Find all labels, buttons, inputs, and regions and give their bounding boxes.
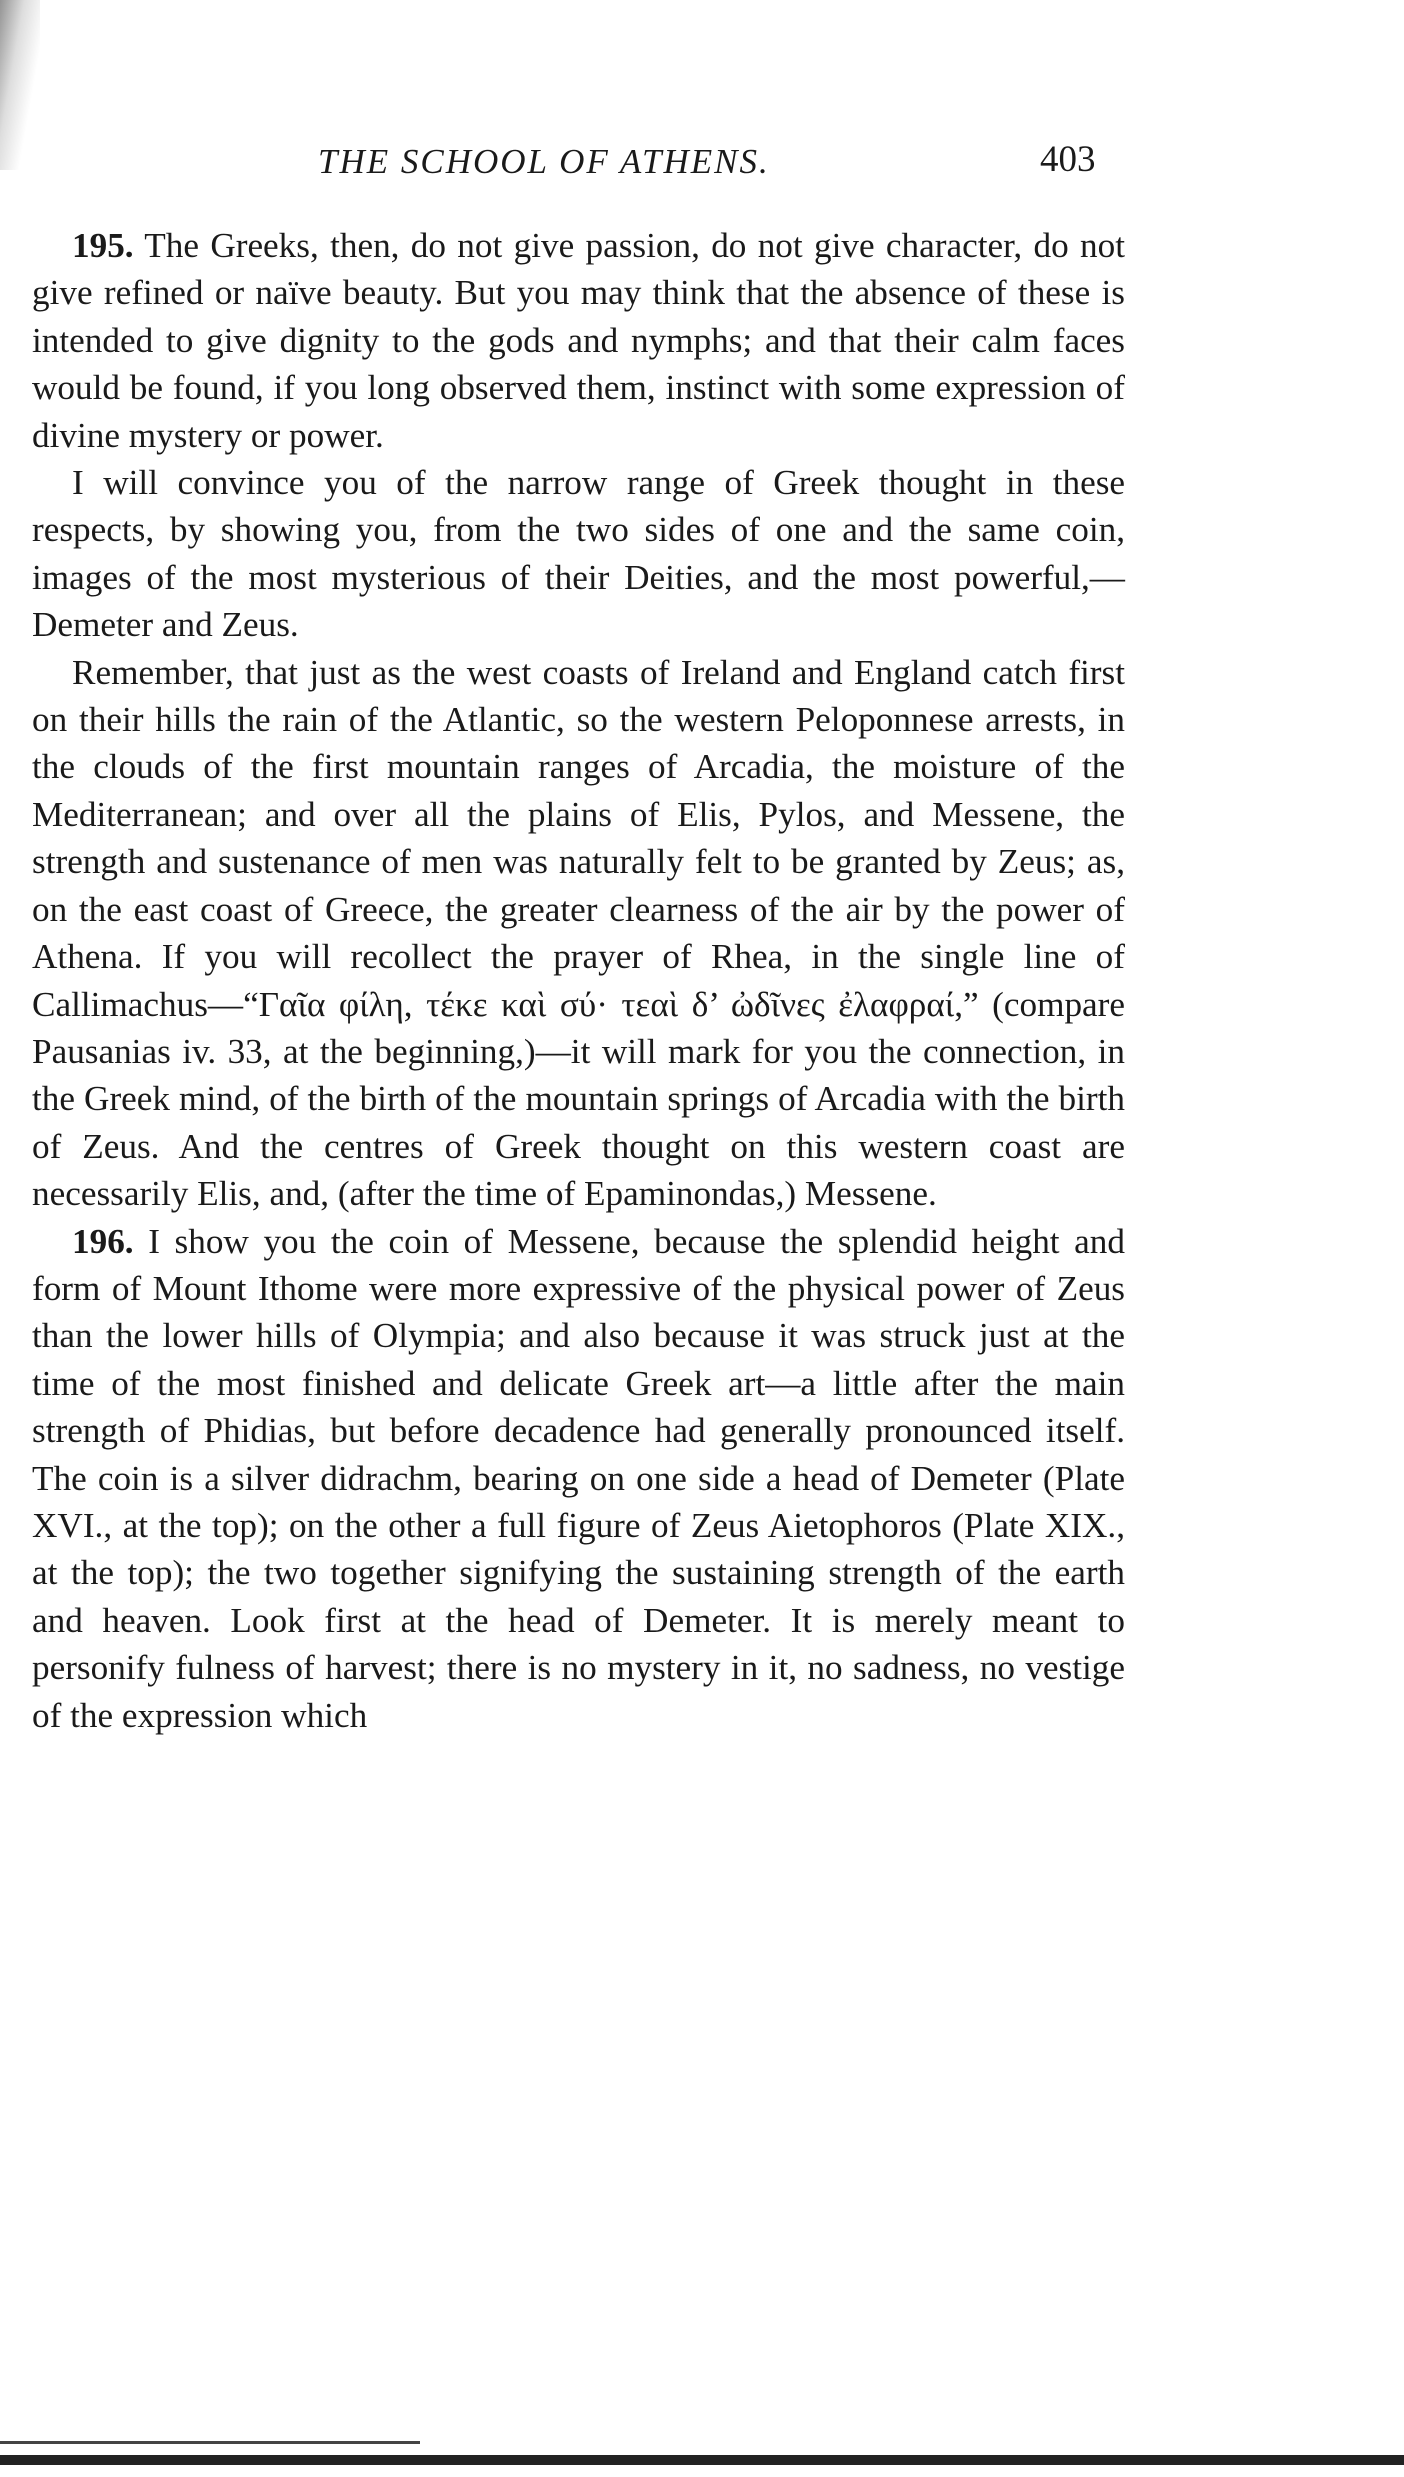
paragraph-195 xyxy=(32,222,1125,459)
page-number: 403 xyxy=(1040,139,1096,180)
paragraph-narrow-range xyxy=(32,459,1125,649)
paragraph-196 xyxy=(32,1218,1125,1739)
running-title: THE SCHOOL OF ATHENS. xyxy=(318,142,770,181)
bottom-rule xyxy=(0,2455,1404,2465)
bottom-rule-thin xyxy=(0,2441,420,2444)
body-text xyxy=(32,222,1125,1739)
paragraph-text: Remember, that just as the west coasts of Ireland and England catch first on their hills the rain of the Atlantic, so the western Peloponnese arrests, in the clouds of the first mountain ranges of Arcadia, the moisture of the Mediterranean; and over all the plains of Elis, Pylos, and Messene, the strength and sustenance of men was naturally felt to be granted by Zeus; as, on the east coast of Greece, the greater clearness of the air by the power of Athena. If you will recollect the prayer of Rhea, in the single line of Callimachus—“Γαῖα φίλη, τέκε καὶ σύ· τεαὶ δ’ ὠδῖνες ἐλαφραί,” (compare Pausanias iv. 33, at the beginning,)—it will mark for you the connection, in the Greek mind, of the birth of the mountain springs of Arcadia with the birth of Zeus. And the centres of Greek thought on this western coast are necessarily Elis, and, (after the time of Epaminondas,) Messene. xyxy=(32,652,1125,1214)
paragraph-text: The Greeks, then, do not give passion, do not give character, do not give refined or naïve beauty. But you may think that the absence of these is intended to give dignity to the gods and nymphs; and that their calm faces would be found, if you long observed them, instinct with some expression of divine mystery or power. xyxy=(32,226,1125,455)
paragraph-text: I will convince you of the narrow range of Greek thought in these respects, by showing you, from the two sides of one and the same coin, images of the most mysterious of their Deities, and the most powerful,—Demeter and Zeus. xyxy=(32,463,1125,645)
paragraph-text: I show you the coin of Messene, because the splendid height and form of Mount Ithome were more expressive of the physical power of Zeus than the lower hills of Olympia; and also because it was struck just at the time of the most finished and delicate Greek art—a little after the main strength of Phidias, but before decadence had generally pronounced itself. The coin is a silver didrachm, bearing on one side a head of Demeter (Plate XVI., at the top); on the other a full figure of Zeus Aietophoros (Plate XIX., at the top); the two together signifying the sustaining strength of the earth and heaven. Look first at the head of Demeter. It is merely meant to personify fulness of harvest; there is no mystery in it, no sadness, no vestige of the expression which xyxy=(32,1221,1125,1735)
paragraph-number: 195. xyxy=(72,226,134,265)
paragraph-remember xyxy=(32,649,1125,1218)
paragraph-number: 196. xyxy=(72,1221,134,1261)
running-head xyxy=(0,130,1404,190)
